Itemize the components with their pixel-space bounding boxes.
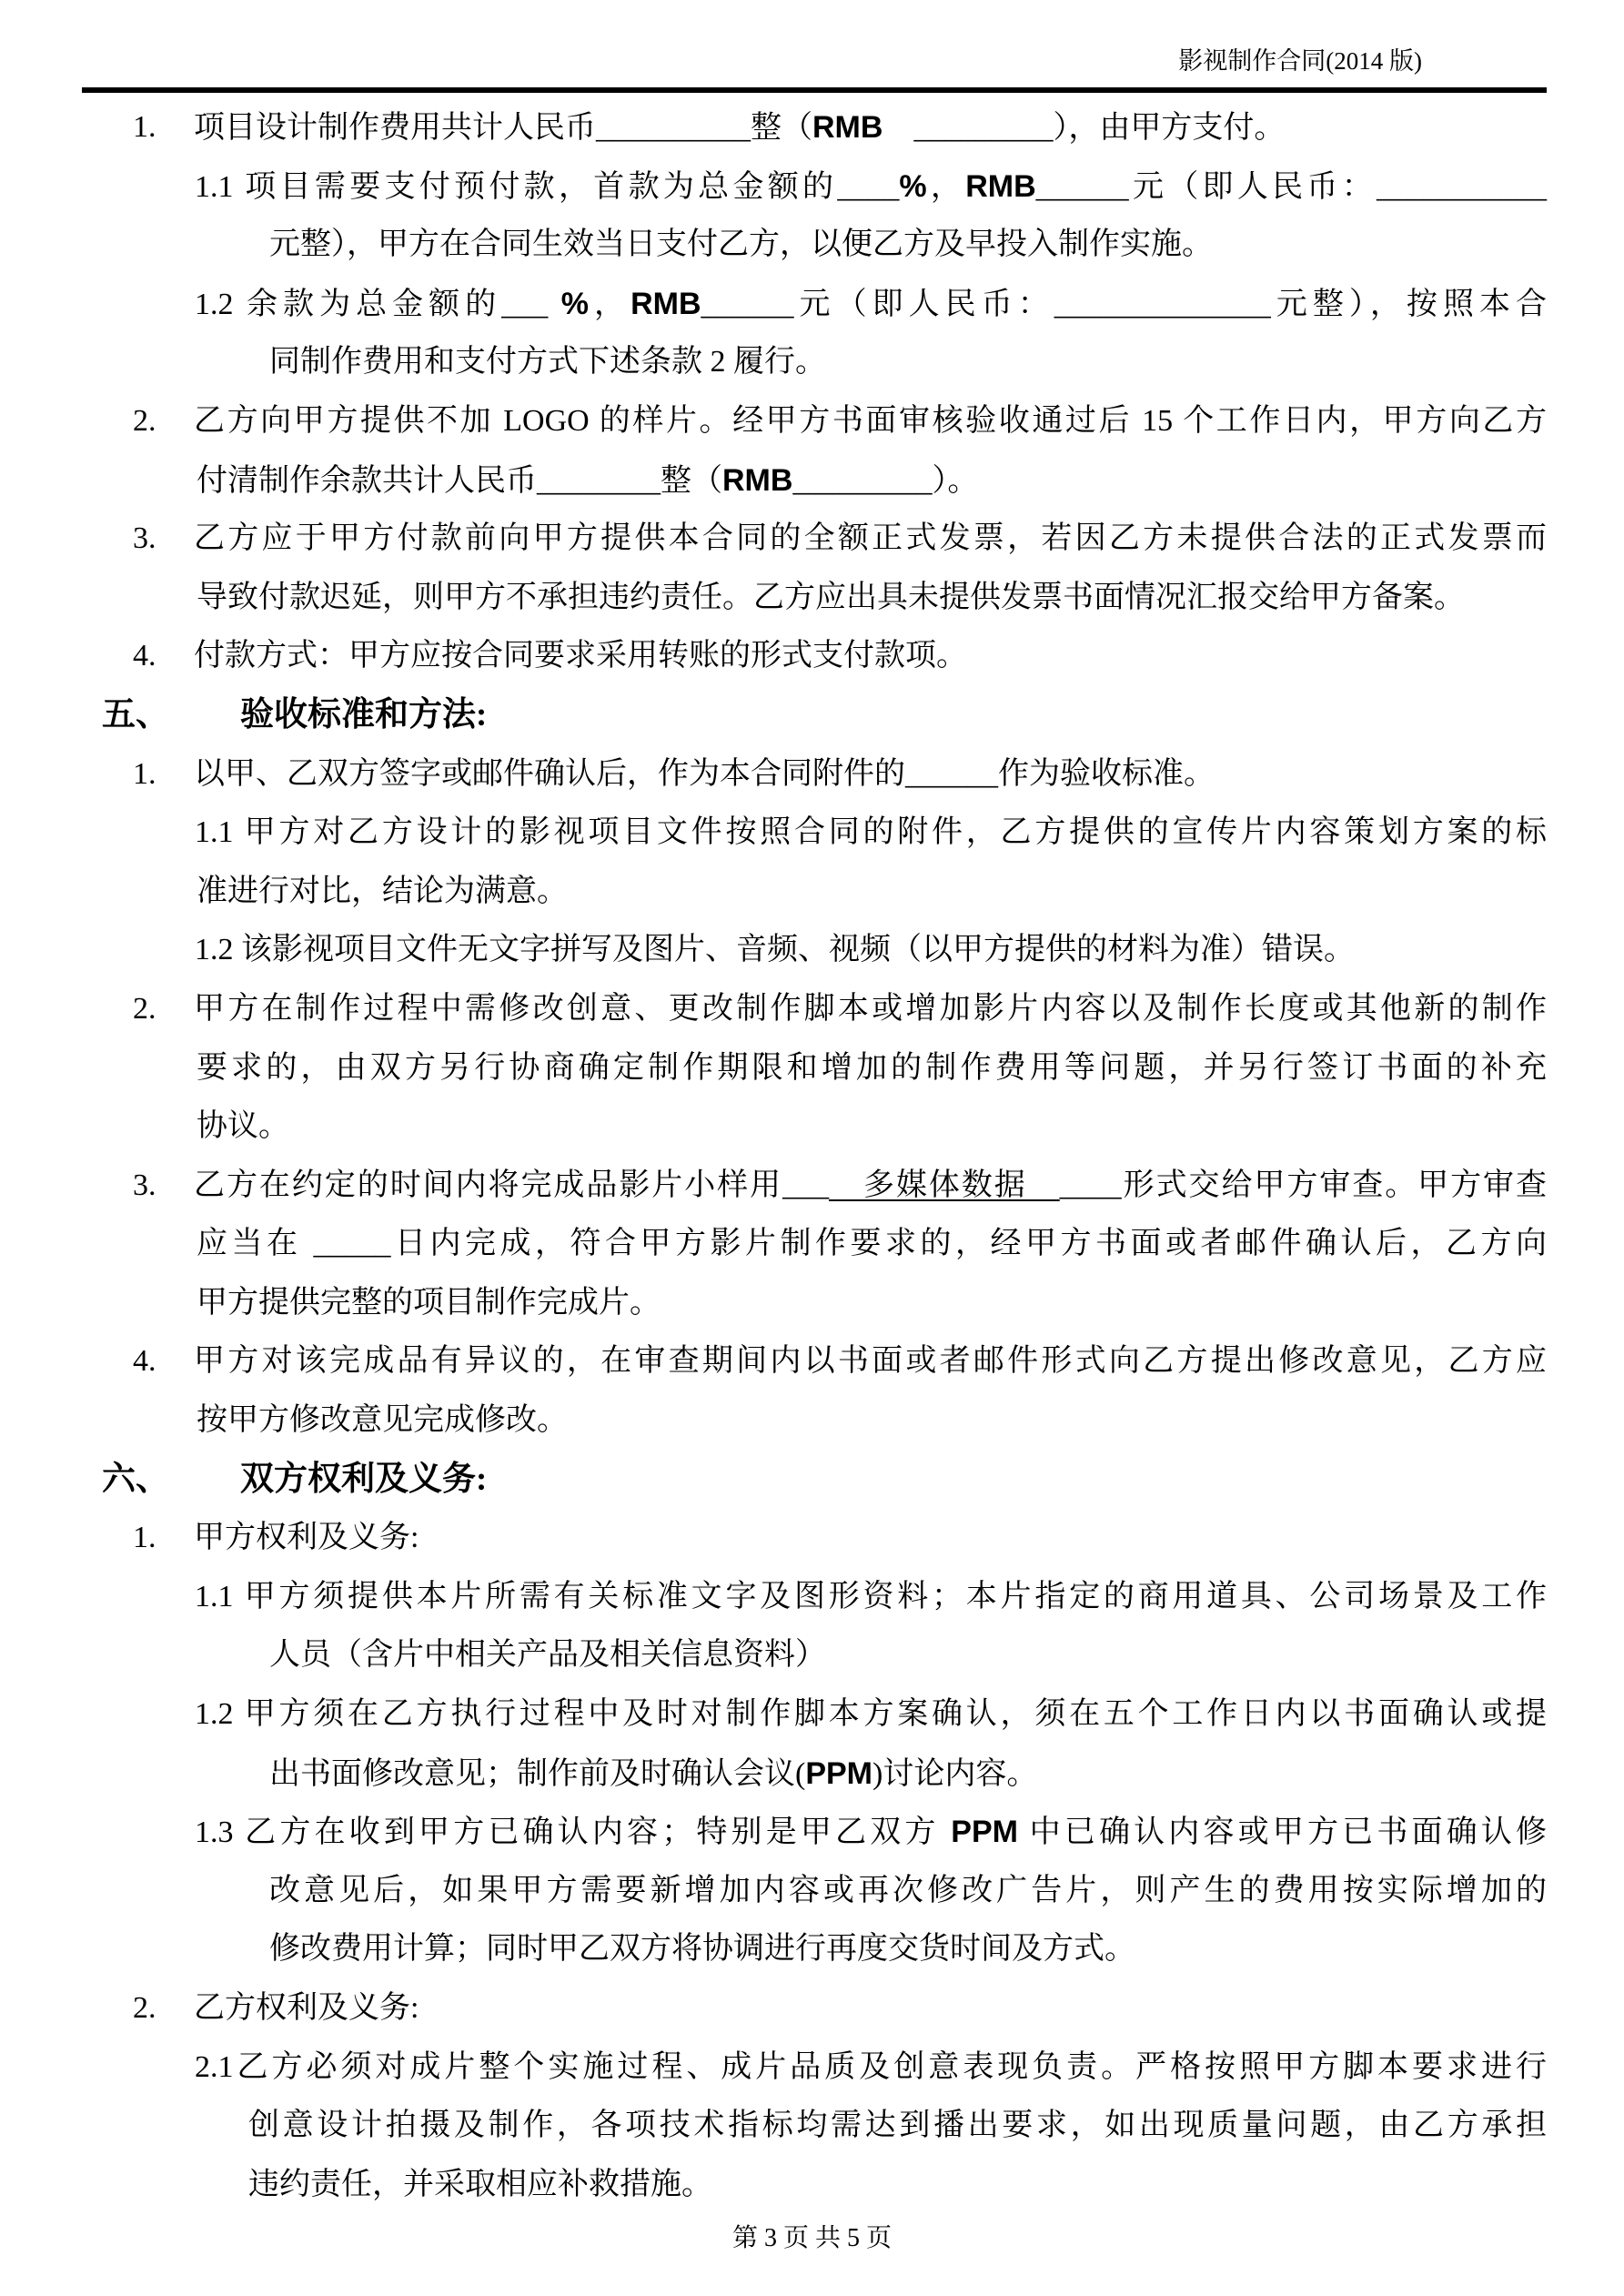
text-segment: 项目设计制作费用共计人民币 <box>194 111 596 145</box>
text-segment: 人员（含片中相关产品及相关信息资料） <box>269 1638 826 1673</box>
document-body <box>0 98 1624 2214</box>
text-segment: 1.2 余款为总金额的 <box>195 287 502 321</box>
text-segment: 以甲、乙双方签字或邮件确认后，作为本合同附件的 <box>194 756 905 791</box>
section-heading-line <box>0 686 1624 745</box>
header-rule <box>82 87 1547 93</box>
document-line <box>0 1039 1624 1098</box>
document-line <box>0 1391 1624 1451</box>
document-line <box>0 98 1624 157</box>
document-line <box>0 2097 1624 2156</box>
text-segment: 违约责任，并采取相应补救措施。 <box>248 2167 712 2201</box>
document-line <box>0 1274 1624 1333</box>
text-segment: __________ <box>596 111 751 145</box>
item-number: 2. <box>133 991 156 1026</box>
text-segment: 准进行对比，结论为满意。 <box>197 874 568 908</box>
document-line <box>0 980 1624 1039</box>
item-number: 2. <box>133 403 156 438</box>
document-line <box>0 1332 1624 1391</box>
text-segment: ____ <box>1059 1168 1122 1202</box>
document-line <box>0 804 1624 863</box>
text-segment <box>883 111 913 145</box>
text-segment: _________ <box>792 463 933 498</box>
latin-token: PPM <box>805 1755 873 1791</box>
document-line <box>0 921 1624 980</box>
document-line <box>0 745 1624 804</box>
text-segment: ___ <box>501 287 549 321</box>
text-segment: ______ <box>905 756 998 791</box>
text-segment: 应当在 <box>197 1227 314 1261</box>
text-segment: 导致付款迟延，则甲方不承担违约责任。乙方应出具未提供发票书面情况汇报交给甲方备案。 <box>197 580 1465 614</box>
text-segment: 按甲方修改意见完成修改。 <box>197 1403 568 1438</box>
text-segment: 甲方提供完整的项目制作完成片。 <box>197 1285 661 1320</box>
text-segment: ________ <box>537 463 661 498</box>
text-segment: ___ <box>782 1168 830 1202</box>
document-line <box>0 863 1624 922</box>
text-segment: 2.1乙方必须对成片整个实施过程、成片品质及创意表现负责。严格按照甲方脚本要求进行 <box>195 2049 1547 2084</box>
document-line <box>0 1097 1624 1157</box>
document-line <box>0 510 1624 569</box>
text-segment: ____ <box>837 169 900 204</box>
text-segment: 同制作费用和支付方式下述条款 2 履行。 <box>269 345 826 379</box>
text-segment: 甲方权利及义务: <box>194 1521 419 1555</box>
fill-in-blank-value: 多媒体数据 <box>829 1168 1060 1202</box>
text-segment: 1.2 甲方须在乙方执行过程中及时对制作脚本方案确认，须在五个工作日内以书面确认或提 <box>195 1697 1547 1732</box>
document-line <box>0 2156 1624 2215</box>
document-line <box>0 1215 1624 1274</box>
section-heading-line <box>0 1451 1624 1510</box>
latin-token: PPM <box>951 1815 1018 1850</box>
text-segment: 元整），按照本合 <box>1270 287 1548 321</box>
item-number: 2. <box>133 1991 156 2025</box>
item-number: 1. <box>133 1521 156 1555</box>
text-segment: ______________ <box>1054 287 1271 321</box>
page-footer <box>0 2218 1624 2254</box>
document-line <box>0 1745 1624 1804</box>
text-segment: ___________ <box>1377 169 1548 204</box>
item-number: 4. <box>133 639 156 673</box>
text-segment: 甲方在制作过程中需修改创意、更改制作脚本或增加影片内容以及制作长度或其他新的制作 <box>194 991 1547 1026</box>
text-segment: 双方权利及义务: <box>240 1460 488 1498</box>
page-number-label: 第 3 页 共 5 页 <box>731 2224 892 2252</box>
text-segment: 付清制作余款共计人民币 <box>197 463 537 498</box>
latin-token: RMB <box>722 462 793 498</box>
text-segment: 1.1 项目需要支付预付款，首款为总金额的 <box>195 169 838 204</box>
document-line <box>0 1509 1624 1568</box>
document-line <box>0 1685 1624 1745</box>
document-line <box>0 1568 1624 1627</box>
text-segment: 创意设计拍摄及制作，各项技术指标均需达到播出要求，如出现质量问题，由乙方承担 <box>248 2109 1547 2143</box>
text-segment: ， <box>926 169 966 204</box>
text-segment: 乙方向甲方提供不加 LOGO 的样片。经甲方书面审核验收通过后 15 个工作日内，甲方向乙方 <box>194 403 1547 438</box>
text-segment: ），由甲方支付。 <box>1053 111 1286 145</box>
item-number: 3. <box>133 1168 156 1202</box>
latin-token: RMB <box>812 110 883 145</box>
text-segment: 改意见后，如果甲方需要新增加内容或再次修改广告片，则产生的费用按实际增加的 <box>269 1873 1547 1907</box>
text-segment: 乙方权利及义务: <box>194 1991 419 2025</box>
text-segment: 整（ <box>751 111 812 145</box>
document-line <box>0 1920 1624 1979</box>
document-line <box>0 1626 1624 1685</box>
latin-token: % <box>899 168 927 204</box>
text-segment: ）。 <box>932 463 979 498</box>
latin-token: RMB <box>630 286 701 321</box>
text-segment: 元（即人民币： <box>793 287 1054 321</box>
document-line <box>0 1157 1624 1216</box>
document-line <box>0 275 1624 334</box>
text-segment: 出书面修改意见；制作前及时确认会议( <box>269 1756 806 1791</box>
text-segment: 元（即人民币： <box>1128 169 1377 204</box>
document-line <box>0 451 1624 511</box>
text-segment: 元整），甲方在合同生效当日支付乙方，以便乙方及早投入制作实施。 <box>269 228 1213 262</box>
text-segment: 乙方应于甲方付款前向甲方提供本合同的全额正式发票，若因乙方未提供合法的正式发票而 <box>194 521 1547 556</box>
item-number: 六、 <box>102 1460 169 1498</box>
item-number: 1. <box>133 110 156 144</box>
text-segment: 要求的，由双方另行协商确定制作期限和增加的制作费用等问题，并另行签订书面的补充 <box>197 1050 1547 1085</box>
document-line <box>0 569 1624 628</box>
document-line <box>0 2038 1624 2098</box>
text-segment: 乙方在约定的时间内将完成品影片小样用 <box>194 1168 783 1202</box>
text-segment: _________ <box>913 111 1054 145</box>
latin-token: RMB <box>965 168 1036 204</box>
text-segment: ______ <box>701 287 794 321</box>
document-line <box>0 216 1624 275</box>
document-line <box>0 627 1624 686</box>
document-line <box>0 157 1624 217</box>
document-line <box>0 1862 1624 1921</box>
page-header <box>1178 46 1422 76</box>
header-doc-label: 影视制作合同(2014 版) <box>1178 47 1422 75</box>
text-segment: _____ <box>313 1227 391 1261</box>
text-segment: 修改费用计算；同时甲乙双方将协调进行再度交货时间及方式。 <box>269 1932 1135 1967</box>
text-segment: ______ <box>1035 169 1129 204</box>
text-segment: ， <box>589 287 631 321</box>
text-segment: 1.3 乙方在收到甲方已确认内容；特别是甲乙双方 <box>195 1816 952 1850</box>
document-line <box>0 333 1624 392</box>
item-number: 五、 <box>102 695 169 733</box>
text-segment: 中已确认内容或甲方已书面确认修 <box>1017 1816 1548 1850</box>
text-segment: 甲方对该完成品有异议的，在审查期间内以书面或者邮件形式向乙方提出修改意见，乙方应 <box>194 1344 1547 1379</box>
text-segment: )讨论内容。 <box>873 1756 1038 1791</box>
document-line <box>0 1803 1624 1862</box>
text-segment: 协议。 <box>197 1109 289 1144</box>
text-segment: 1.1 甲方须提供本片所需有关标准文字及图形资料；本片指定的商用道具、公司场景及工作 <box>195 1579 1547 1613</box>
text-segment <box>548 288 561 321</box>
item-number: 1. <box>133 756 156 791</box>
text-segment: 付款方式：甲方应按合同要求采用转账的形式支付款项。 <box>194 639 967 673</box>
text-segment: 日内完成，符合甲方影片制作要求的，经甲方书面或者邮件确认后，乙方向 <box>390 1227 1547 1261</box>
text-segment: 整（ <box>661 463 722 498</box>
document-line <box>0 1979 1624 2038</box>
text-segment: 1.1 甲方对乙方设计的影视项目文件按照合同的附件，乙方提供的宣传片内容策划方案的标 <box>195 815 1547 850</box>
item-number: 3. <box>133 521 156 556</box>
latin-token: % <box>560 286 590 321</box>
text-segment: 形式交给甲方审查。甲方审查 <box>1121 1168 1548 1202</box>
text-segment: 验收标准和方法: <box>240 695 488 733</box>
item-number: 4. <box>133 1344 156 1379</box>
text-segment: 1.2 该影视项目文件无文字拼写及图片、音频、视频（以甲方提供的材料为准）错误。 <box>195 933 1355 967</box>
document-line <box>0 392 1624 451</box>
text-segment: 作为验收标准。 <box>998 756 1215 791</box>
